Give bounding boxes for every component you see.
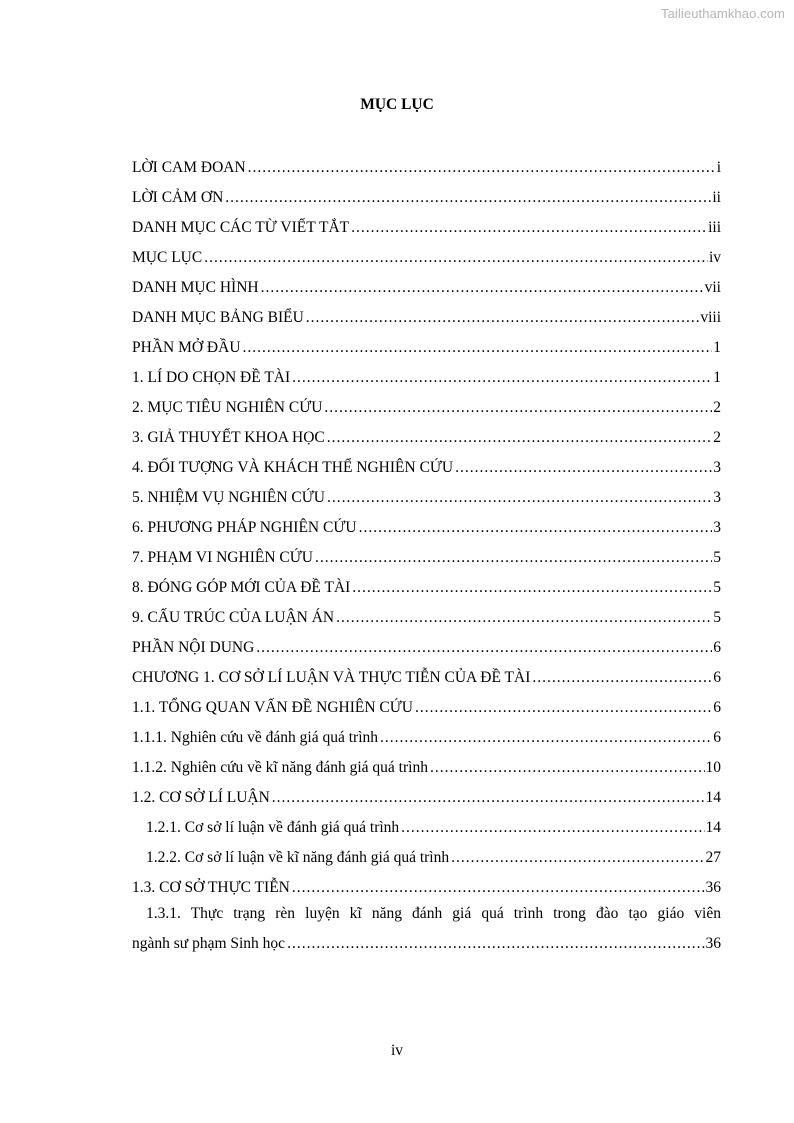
toc-label: DANH MỤC CÁC TỪ VIẾT TẮT xyxy=(132,219,350,236)
toc-label: 1.2.2. Cơ sở lí luận về kĩ năng đánh giá quá trình xyxy=(146,849,450,866)
toc-label: LỜI CAM ĐOAN xyxy=(132,159,246,176)
toc-leader xyxy=(327,429,713,447)
toc-page: 5 xyxy=(713,549,721,566)
toc-page: 6 xyxy=(713,639,721,656)
toc-page: 6 xyxy=(713,699,721,716)
toc-entry[interactable] xyxy=(132,609,721,633)
toc-page: 5 xyxy=(713,609,721,626)
toc-entry[interactable] xyxy=(132,159,721,183)
toc-entry[interactable] xyxy=(132,549,721,573)
toc-page: 10 xyxy=(705,759,721,776)
toc-label: 9. CẤU TRÚC CỦA LUẬN ÁN xyxy=(132,609,335,626)
toc-leader xyxy=(256,639,712,657)
toc-label: DANH MỤC BẢNG BIỂU xyxy=(132,309,304,326)
toc-page: 5 xyxy=(713,579,721,596)
watermark: Tailieuthamkhao.com xyxy=(660,6,785,21)
toc-label: DANH MỤC HÌNH xyxy=(132,279,259,296)
toc-label: PHẦN NỘI DUNG xyxy=(132,639,255,656)
toc-page: ii xyxy=(712,189,721,206)
toc-entry[interactable] xyxy=(132,279,721,303)
toc-leader xyxy=(306,309,700,327)
toc-entry[interactable] xyxy=(132,249,721,273)
toc-entry[interactable] xyxy=(132,579,721,603)
toc-label: 3. GIẢ THUYẾT KHOA HỌC xyxy=(132,429,325,446)
toc-entry[interactable] xyxy=(132,879,721,903)
toc-page: viii xyxy=(700,309,721,326)
toc-page: iii xyxy=(708,219,721,236)
toc-leader xyxy=(359,519,713,537)
toc-label: 1.2.1. Cơ sở lí luận về đánh giá quá trình xyxy=(146,819,400,836)
toc-leader xyxy=(248,159,716,177)
page-number: iv xyxy=(390,1042,404,1059)
toc-page: 36 xyxy=(705,879,721,896)
toc-label: 7. PHẠM VI NGHIÊN CỨU xyxy=(132,549,313,566)
page-title: MỤC LỤC xyxy=(360,96,434,113)
toc-leader xyxy=(272,789,705,807)
toc-label: 8. ĐÓNG GÓP MỚI CỦA ĐỀ TÀI xyxy=(132,579,351,596)
toc-entry[interactable] xyxy=(132,489,721,513)
toc-label: ngành sư phạm Sinh học xyxy=(132,935,286,952)
toc-entry[interactable] xyxy=(132,849,721,873)
toc-leader xyxy=(532,669,712,687)
toc-page: i xyxy=(716,159,721,176)
toc-entry[interactable] xyxy=(132,309,721,333)
toc-label: 6. PHƯƠNG PHÁP NGHIÊN CỨU xyxy=(132,519,357,536)
toc-label: 1.3. CƠ SỞ THỰC TIỄN xyxy=(132,879,290,896)
toc-entry[interactable] xyxy=(132,339,721,363)
toc-leader xyxy=(351,219,707,237)
toc-entry[interactable] xyxy=(132,935,721,959)
toc-leader xyxy=(243,339,713,357)
toc-entry[interactable] xyxy=(132,219,721,243)
toc-leader xyxy=(292,369,712,387)
toc-entry[interactable] xyxy=(132,729,721,753)
toc-page: 1 xyxy=(713,369,721,386)
toc-leader xyxy=(352,579,712,597)
toc-entry[interactable] xyxy=(132,789,721,813)
toc-page: 27 xyxy=(705,849,721,866)
toc-page: 3 xyxy=(713,519,721,536)
toc-entry[interactable] xyxy=(132,669,721,693)
toc-page: 2 xyxy=(713,399,721,416)
toc-page: 14 xyxy=(705,789,721,806)
toc-leader xyxy=(204,249,708,267)
toc-entry[interactable] xyxy=(132,369,721,393)
toc-page: 6 xyxy=(713,729,721,746)
toc-label: 2. MỤC TIÊU NGHIÊN CỨU xyxy=(132,399,323,416)
toc-leader xyxy=(455,459,712,477)
toc-entry[interactable] xyxy=(132,189,721,213)
toc-leader xyxy=(261,279,704,297)
toc-label: 5. NHIỆM VỤ NGHIÊN CỨU xyxy=(132,489,325,506)
toc-label: 1.2. CƠ SỞ LÍ LUẬN xyxy=(132,789,270,806)
toc-page: 36 xyxy=(705,935,721,952)
toc-label: PHẦN MỞ ĐẦU xyxy=(132,339,241,356)
toc-entry[interactable] xyxy=(132,639,721,663)
toc-entry[interactable] xyxy=(132,429,721,453)
toc-leader xyxy=(336,609,712,627)
toc-page: 6 xyxy=(713,669,721,686)
toc-entry[interactable] xyxy=(132,759,721,783)
toc-label: 1.1.2. Nghiên cứu về kĩ năng đánh giá quá trình xyxy=(132,759,428,776)
toc-page: 2 xyxy=(713,429,721,446)
toc-leader xyxy=(324,399,712,417)
toc-entry[interactable] xyxy=(132,399,721,423)
toc-label: MỤC LỤC xyxy=(132,249,203,266)
toc-entry[interactable] xyxy=(132,819,721,843)
toc-label: 1.1.1. Nghiên cứu về đánh giá quá trình xyxy=(132,729,379,746)
toc-leader xyxy=(430,759,705,777)
toc-leader xyxy=(287,935,704,953)
toc-leader xyxy=(292,879,705,897)
toc-entry[interactable] xyxy=(132,519,721,543)
toc-label: 1. LÍ DO CHỌN ĐỀ TÀI xyxy=(132,369,291,386)
toc-entry[interactable] xyxy=(132,699,721,723)
toc-leader xyxy=(315,549,712,567)
toc-page: iv xyxy=(708,249,721,266)
toc-label: 4. ĐỐI TƯỢNG VÀ KHÁCH THỂ NGHIÊN CỨU xyxy=(132,459,454,476)
toc-page: vii xyxy=(704,279,721,296)
toc-label: LỜI CẢM ƠN xyxy=(132,189,224,206)
toc-label: 1.1. TỔNG QUAN VẤN ĐỀ NGHIÊN CỨU xyxy=(132,699,413,716)
toc-page: 14 xyxy=(705,819,721,836)
toc-leader xyxy=(380,729,712,747)
toc-page: 3 xyxy=(713,459,721,476)
toc-entry[interactable] xyxy=(132,459,721,483)
toc-label: CHƯƠNG 1. CƠ SỞ LÍ LUẬN VÀ THỰC TIỄN CỦA ĐỀ TÀI xyxy=(132,669,531,686)
toc-page: 1 xyxy=(713,339,721,356)
toc-leader xyxy=(415,699,712,717)
toc-leader xyxy=(225,189,711,207)
toc-leader xyxy=(451,849,704,867)
toc-page: 3 xyxy=(713,489,721,506)
toc-entry-line1[interactable]: 1.3.1. Thực trạng rèn luyện kĩ năng đánh giá quá trình trong đào tạo giáo viên xyxy=(146,905,721,922)
toc-leader xyxy=(401,819,704,837)
toc-leader xyxy=(327,489,712,507)
